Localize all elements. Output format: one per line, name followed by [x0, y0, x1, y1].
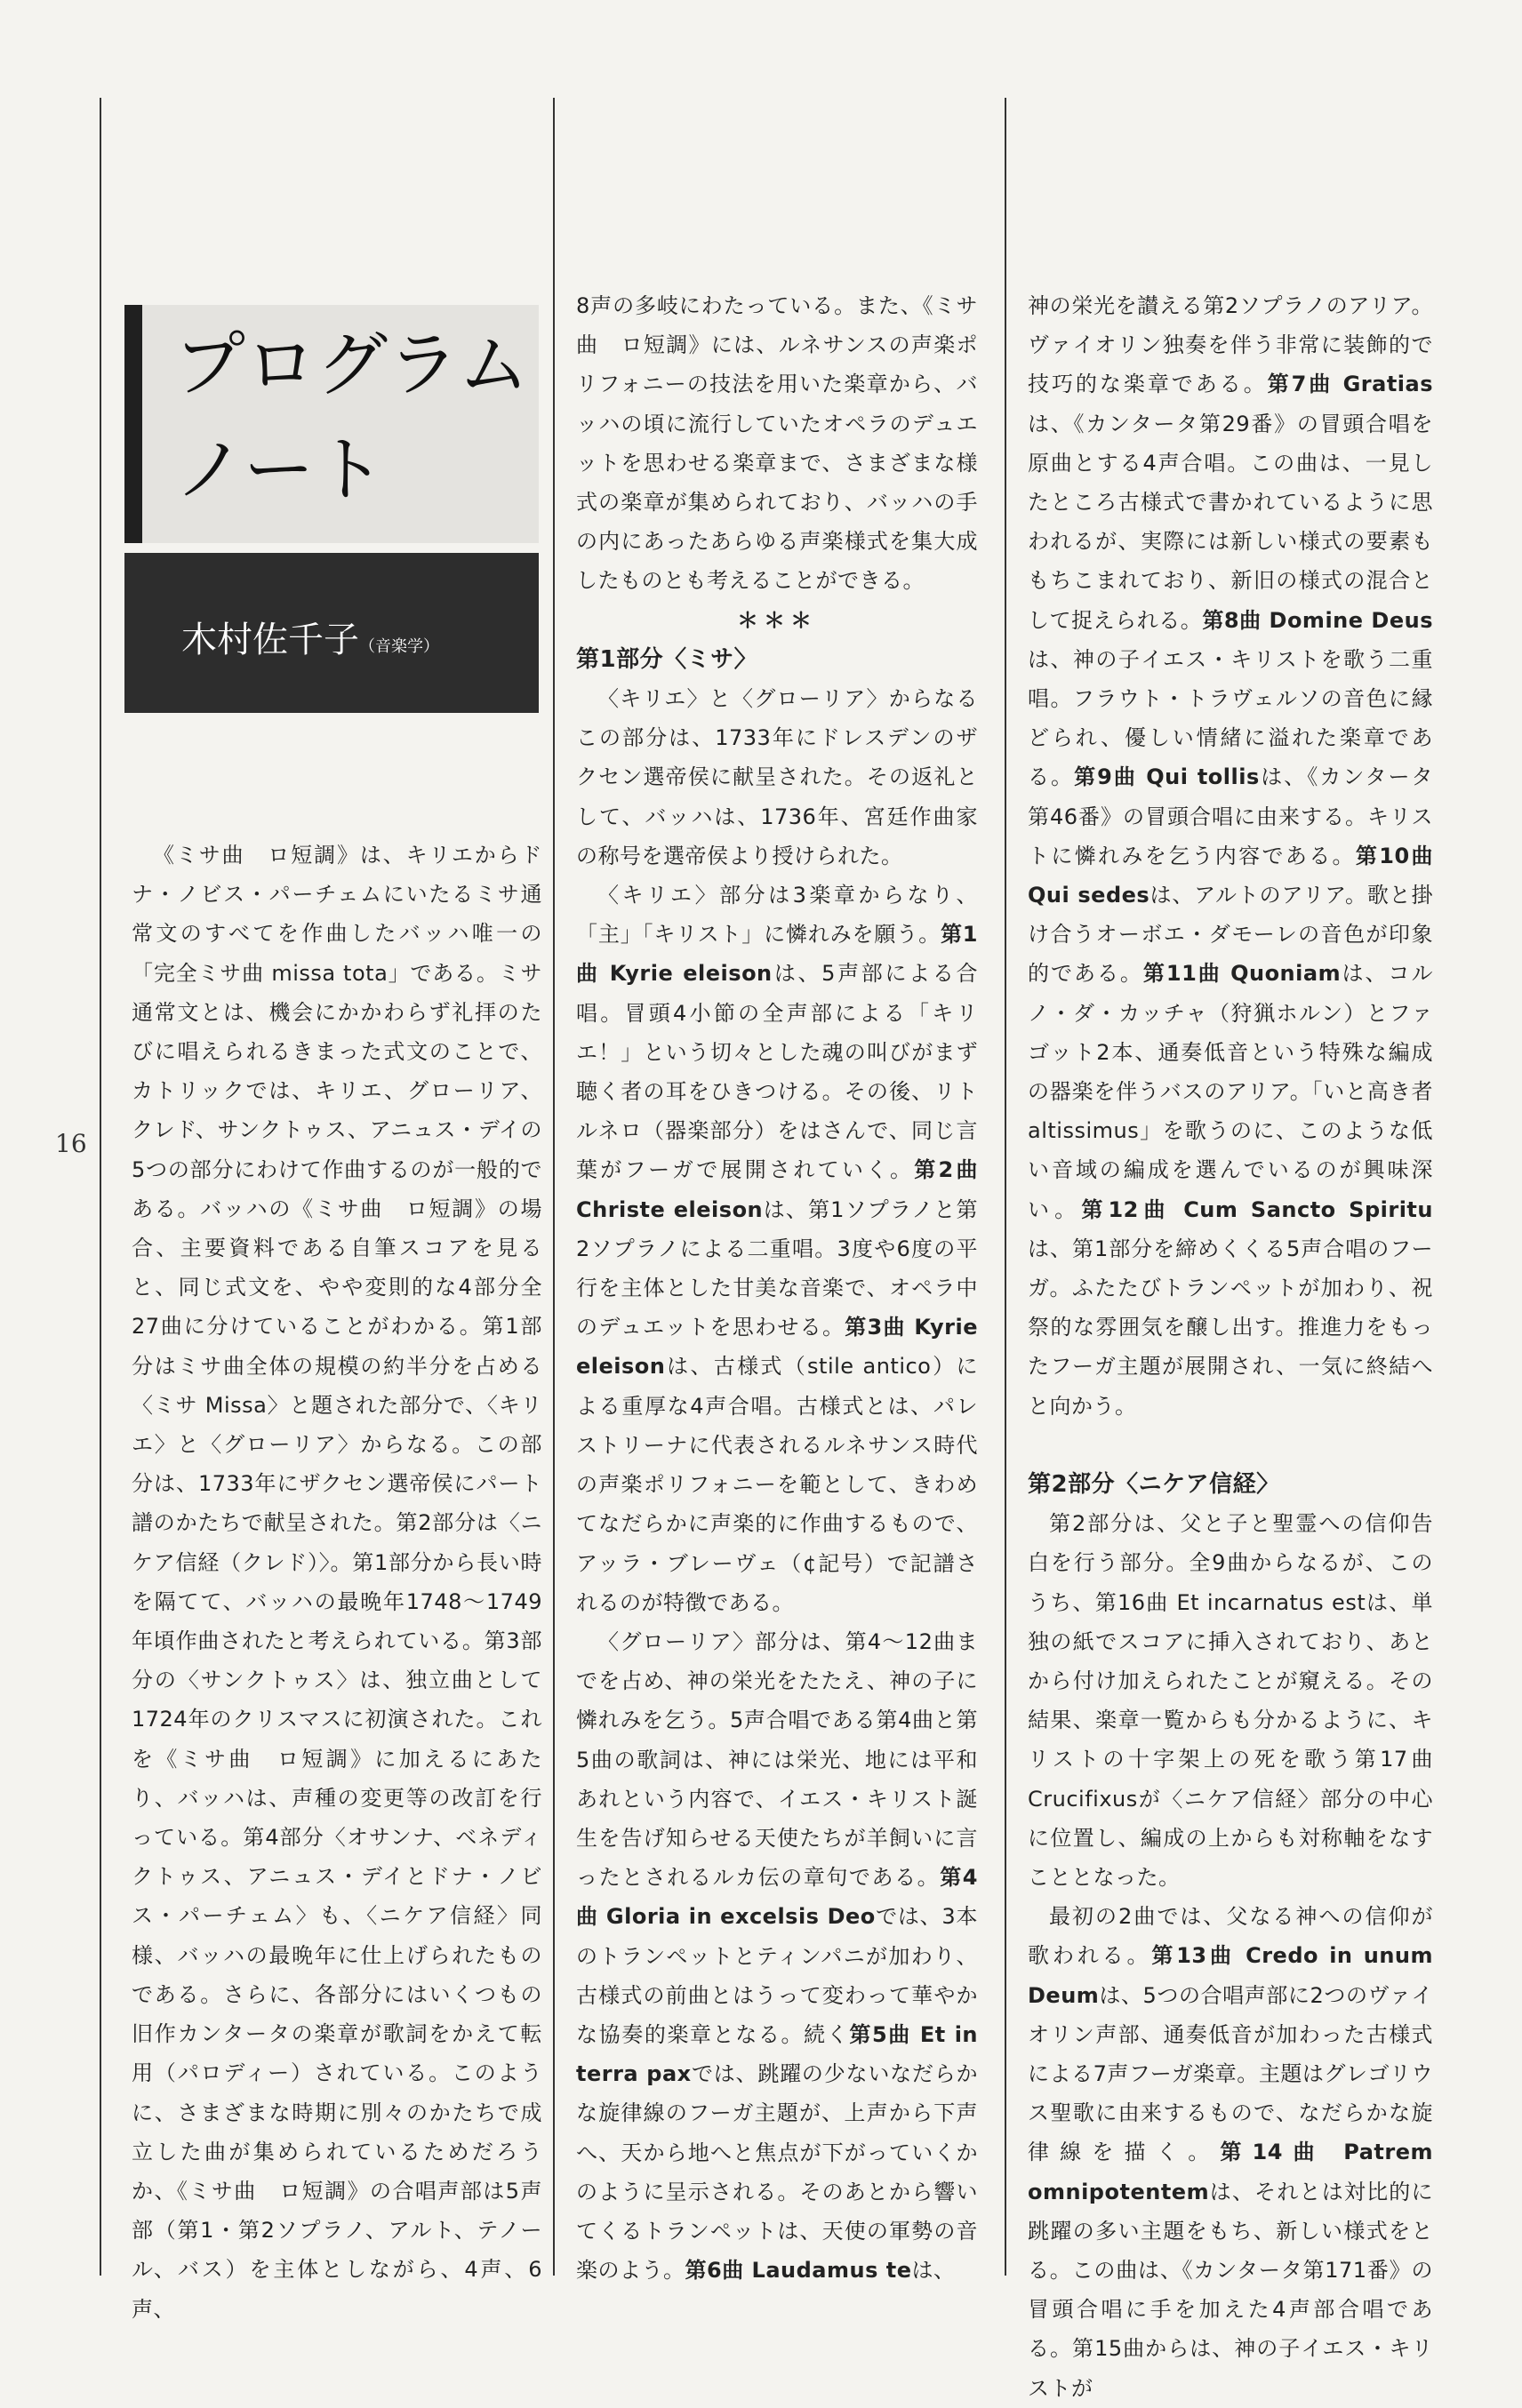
section-divider: ＊＊＊ [737, 607, 817, 633]
text-column-1 [132, 836, 542, 2322]
movement-title: 第14曲 Patrem omnipotentem [1028, 2140, 1433, 2204]
movement-title: 第12曲 Cum Sancto Spiritu [1081, 1196, 1433, 1222]
movement-title: 第9曲 Qui tollis [1074, 764, 1260, 790]
section-heading: 第1部分〈ミサ〉 [576, 645, 758, 673]
movement-title: 第11曲 Quoniam [1142, 961, 1342, 987]
paragraph: 〈キリエ〉部分は3楽章からなり、「主」「キリスト」に憐れみを願う。第1曲 Kyrie eleisonは、5声部による合唱。冒頭4小節の全声部による「キリエ！」という切々とした魂の叫びがまず聴く者の耳をひきつける。その後、リトルネロ（器楽部分）をはさんで、同じ言葉がフーガで展開されていく。第2曲 Christe eleisonは、第1ソプラノと第2ソプラノによる二重唱。3度や6度の平行を主体とした甘美な音楽で、オペラ中のデュエットを思わせる。第3曲 Kyrie eleisonは、古様式（stile antico）による重厚な4声合唱。古様式とは、パレストリーナに代表されるルネサンス時代の声楽ポリフォニーを範として、きわめてなだらかに声楽的に作曲するもので、アッラ・ブレーヴェ（¢記号）で記譜されるのが特徴である。 [576, 883, 978, 1615]
movement-title: 第3曲 Kyrie eleison [576, 1315, 978, 1380]
paragraph: 〈グローリア〉部分は、第4〜12曲までを占め、神の栄光をたたえ、神の子に憐れみを乞う。5声合唱である第4曲と第5曲の歌詞は、神には栄光、地には平和あれという内容で、イエス・キリスト誕生を告げ知らせる天使たちが羊飼いに言ったとされるルカ伝の章句である。第4曲 Gloria in excelsis Deoでは、3本のトランペットとティンパニが加わり、古様式の前曲とはうって変わって華やかな協奏的楽章となる。続く第5曲 Et in terra paxでは、跳躍の少ないなだらかな旋律線のフーガ主題が、上声から下声へ、天から地へと焦点が下がっていくかのように呈示される。そのあとから響いてくるトランペットは、天使の軍勢の音楽のよう。第6曲 Laudamus teは、 [576, 1628, 979, 2284]
title-accent-bar [124, 305, 142, 543]
text-column-3 [1028, 286, 1434, 2401]
movement-title: 第7曲 Gratias [1267, 372, 1434, 397]
paragraph: 《ミサ曲 ロ短調》は、キリエからドナ・ノビス・パーチェムにいたるミサ通常文のすべてを作曲したバッハ唯一の「完全ミサ曲 missa tota」である。ミサ通常文とは、機会にかかわらず礼拝のたびに唱えられるきまった式文のことで、カトリックでは、キリエ、グローリア、クレド、サンクトゥス、アニュス・デイの5つの部分にわけて作曲するのが一般的である。バッハの《ミサ曲 ロ短調》の場合、主要資料である自筆スコアを見ると、同じ式文を、やや変則的な4部分全27曲に分けていることがわかる。第1部分はミサ曲全体の規模の約半分を占める〈ミサ Missa〉と題された部分で、〈キリエ〉と〈グローリア〉からなる。この部分は、1733年にザクセン選帝侯にパート譜のかたちで献呈された。第2部分は〈ニケア信経（クレド）〉。第1部分から長い時を隔てて、バッハの最晩年1748〜1749年頃作曲されたと考えられている。第3部分の〈サンクトゥス〉は、独立曲として1724年のクリスマスに初演された。これを《ミサ曲 ロ短調》に加えるにあたり、バッハは、声種の変更等の改訂を行っている。第4部分〈オサンナ、ベネディクトゥス、アニュス・デイとドナ・ノビス・パーチェム〉も、〈ニケア信経〉同様、バッハの最晩年に仕上げられたものである。さらに、各部分にはいくつもの旧作カンタータの楽章が歌詞をかえて転用（パロディー）されている。このように、さまざまな時期に別々のかたちで成立した曲が集められているためだろうか、《ミサ曲 ロ短調》の合唱声部は5声部（第1・第2ソプラノ、アルト、テノール、バス）を主体としながら、4声、6声、 [132, 843, 542, 2322]
paragraph: 8声の多岐にわたっている。また、《ミサ曲 ロ短調》には、ルネサンスの声楽ポリフォニーの技法を用いた楽章から、バッハの頃に流行していたオペラのデュエットを思わせる楽章まで、さまざまな様式の楽章が集められており、バッハの手の内にあったあらゆる声楽様式を集大成したものとも考えることができる。 [576, 293, 978, 594]
movement-title: 第10曲 Qui sedes [1028, 843, 1434, 908]
author-role: （音楽学） [359, 637, 439, 656]
column-rule-middle [553, 98, 555, 2276]
column-rule-right [1005, 98, 1006, 2276]
paragraph: 最初の2曲では、父なる神への信仰が歌われる。第13曲 Credo in unum Deumは、5つの合唱声部に2つのヴァイオリン声部、通奏低音が加わった古様式による7声フーガ楽章。主題はグレゴリウス聖歌に由来するもので、なだらかな旋律線を描く。第14曲 Patrem omnipotentemは、それとは対比的に跳躍の多い主題をもち、新しい様式をとる。この曲は、《カンタータ第171番》の冒頭合唱に手を加えた4声部合唱である。第15曲からは、神の子イエス・キリストが [1028, 1904, 1434, 2401]
paragraph: 〈キリエ〉と〈グローリア〉からなるこの部分は、1733年にドレスデンのザクセン選帝侯に献呈された。その返礼として、バッハは、1736年、宮廷作曲家の称号を選帝侯より授けられた。 [576, 686, 978, 868]
title-line-2: ノート [174, 428, 386, 511]
text-column-2 [576, 286, 979, 2284]
movement-title: 第2曲 Christe eleison [576, 1157, 978, 1222]
page-number: 16 [55, 1129, 87, 1158]
movement-title: 第13曲 Credo in unum Deum [1028, 1943, 1434, 2008]
movement-title: 第5曲 Et in terra pax [576, 2021, 979, 2087]
movement-title: 第8曲 Domine Deus [1202, 607, 1433, 633]
column-rule-left [100, 98, 101, 2276]
paragraph: 神の栄光を讃える第2ソプラノのアリア。ヴァイオリン独奏を伴う非常に装飾的で技巧的な楽章である。第7曲 Gratiasは、《カンタータ第29番》の冒頭合唱を原曲とする4声合唱。この曲は、一見したところ古様式で書かれているように思われるが、実際には新しい様式の要素ももちこまれており、新旧の様式の混合として捉えられる。第8曲 Domine Deusは、神の子イエス・キリストを歌う二重唱。フラウト・トラヴェルソの音色に縁どられ、優しい情緒に溢れた楽章である。第9曲 Qui tollisは、《カンタータ第46番》の冒頭合唱に由来する。キリストに憐れみを乞う内容である。第10曲 Qui sedesは、アルトのアリア。歌と掛け合うオーボエ・ダモーレの音色が印象的である。第11曲 Quoniamは、コルノ・ダ・カッチャ（狩猟ホルン）とファゴット2本、通奏低音という特殊な編成の器楽を伴うバスのアリア。「いと高き者altissimus」を歌うのに、このような低い音域の編成を選んでいるのが興味深い。第12曲 Cum Sancto Spirituは、第1部分を締めくくる5声合唱のフーガ。ふたたびトランペットが加わり、祝祭的な雰囲気を醸し出す。推進力をもったフーガ主題が展開され、一気に終結へと向かう。 [1028, 293, 1434, 1419]
spacer [1028, 1426, 1433, 1465]
author-name: 木村佐千子 [181, 620, 359, 660]
movement-title: 第6曲 Laudamus te [685, 2258, 912, 2284]
author-byline [181, 612, 439, 662]
movement-title: 第4曲 Gloria in excelsis Deo [576, 1865, 979, 1930]
page-title [174, 313, 530, 523]
movement-title: 第1曲 Kyrie eleison [576, 922, 978, 987]
title-line-1: プログラム [174, 324, 530, 406]
section-heading: 第2部分〈ニケア信経〉 [1028, 1470, 1280, 1498]
paragraph: 第2部分は、父と子と聖霊への信仰告白を行う部分。全9曲からなるが、このうち、第16曲 Et incarnatus estは、単独の紙でスコアに挿入されており、あとから付け加えられたことが窺える。その結果、楽章一覧からも分かるように、キリストの十字架上の死を歌う第17曲 Crucifixusが〈ニケア信経〉部分の中心に位置し、編成の上からも対称軸をなすこととなった。 [1028, 1511, 1433, 1890]
